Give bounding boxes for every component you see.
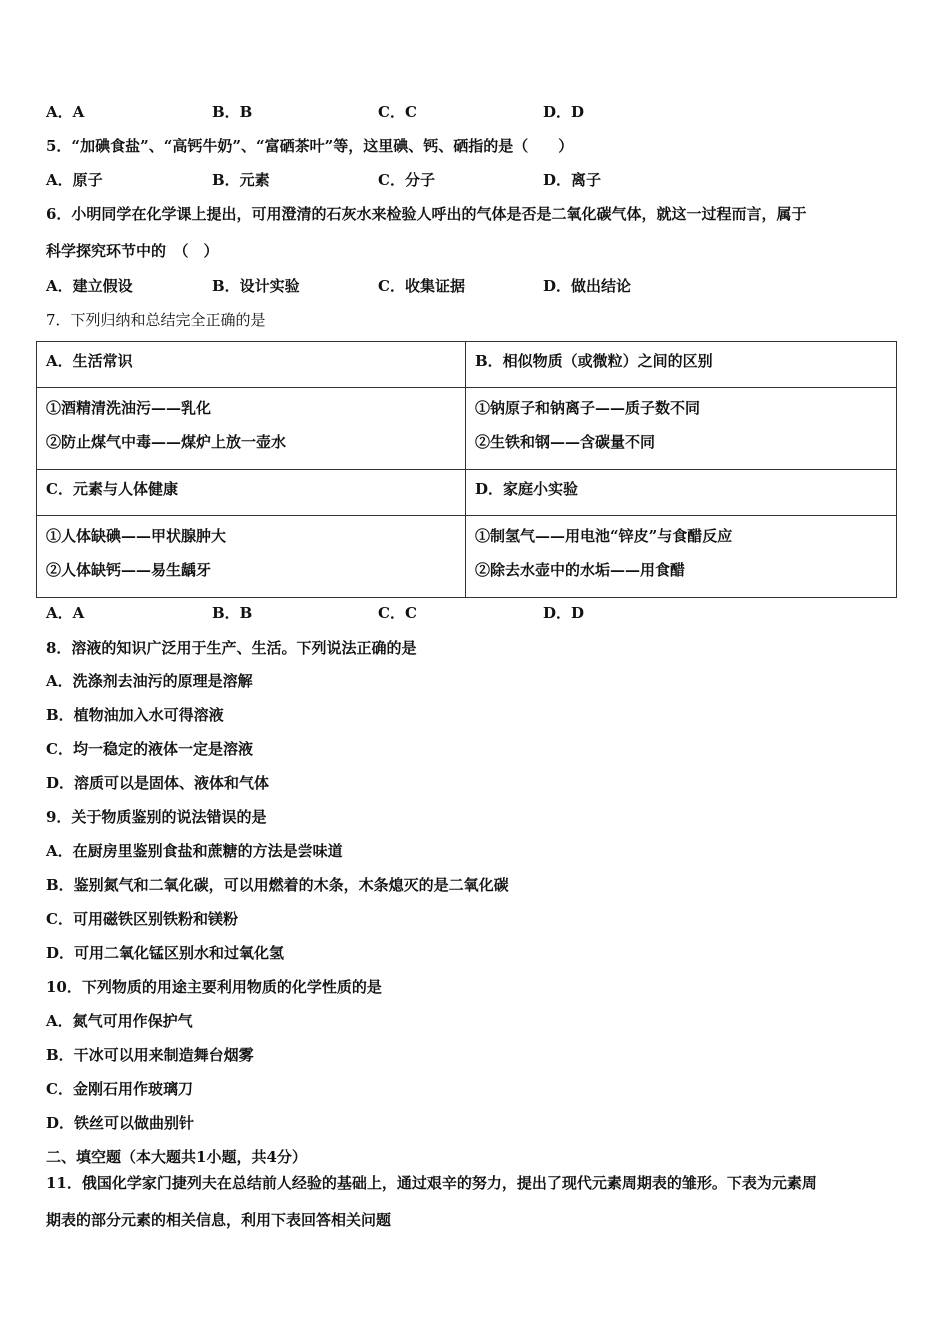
q7-option-a: A．A [46, 604, 85, 622]
q7-cell-d-head: D．家庭小实验 [466, 470, 897, 516]
q7-c-item-2: ②人体缺钙——易生龋牙 [46, 561, 212, 579]
q7-table [36, 341, 897, 598]
q8-option-d: D．溶质可以是固体、液体和气体 [46, 774, 270, 792]
q9-stem: 9．关于物质鉴别的说法错误的是 [46, 808, 267, 826]
q9-option-a: A．在厨房里鉴别食盐和蔗糖的方法是尝味道 [46, 842, 343, 860]
q4-option-a: A．A [46, 103, 85, 121]
q10-option-b: B．干冰可以用来制造舞台烟雾 [46, 1046, 254, 1064]
q6-option-d: D．做出结论 [543, 277, 632, 295]
q7-option-c: C．C [378, 604, 417, 622]
q9-option-b: B．鉴别氮气和二氧化碳，可以用燃着的木条，木条熄灭的是二氧化碳 [46, 876, 509, 894]
q7-a-item-2: ②防止煤气中毒——煤炉上放一壶水 [46, 433, 287, 451]
q7-option-d: D．D [543, 604, 585, 622]
q7-a-item-1: ①酒精清洗油污——乳化 [46, 399, 212, 417]
q10-option-d: D．铁丝可以做曲别针 [46, 1114, 195, 1132]
q7-option-b: B．B [212, 604, 253, 622]
q5-option-d: D．离子 [543, 171, 602, 189]
q7-cell-a-body [37, 388, 466, 470]
q10-stem: 10．下列物质的用途主要利用物质的化学性质的是 [46, 978, 382, 996]
q11-stem-line1: 11．俄国化学家门捷列夫在总结前人经验的基础上，通过艰辛的努力，提出了现代元素周期表的雏形。下表为元素周 [46, 1174, 817, 1192]
section-title: 二、填空题（本大题共1小题，共4分） [46, 1148, 307, 1166]
q5-option-a: A．原子 [46, 171, 103, 189]
q7-c-item-1: ①人体缺碘——甲状腺肿大 [46, 527, 227, 545]
q6-option-c: C．收集证据 [378, 277, 465, 295]
q4-option-b: B．B [212, 103, 253, 121]
q8-option-b: B．植物油加入水可得溶液 [46, 706, 224, 724]
q7-cell-c-body [37, 516, 466, 598]
q7-b-item-1: ①钠原子和钠离子——质子数不同 [475, 399, 701, 417]
q8-option-c: C．均一稳定的液体一定是溶液 [46, 740, 253, 758]
q5-option-c: C．分子 [378, 171, 435, 189]
q7-cell-b-head: B．相似物质（或微粒）之间的区别 [466, 342, 897, 388]
q4-option-c: C．C [378, 103, 417, 121]
q8-option-a: A．洗涤剂去油污的原理是溶解 [46, 672, 253, 690]
q8-stem: 8．溶液的知识广泛用于生产、生活。下列说法正确的是 [46, 639, 417, 657]
q11-stem-line2: 期表的部分元素的相关信息，利用下表回答相关问题 [46, 1211, 392, 1229]
q6-option-a: A．建立假设 [46, 277, 133, 295]
q7-d-item-1: ①制氢气——用电池“锌皮”与食醋反应 [475, 527, 733, 545]
q5-option-b: B．元素 [212, 171, 270, 189]
q9-option-d: D．可用二氧化锰区别水和过氧化氢 [46, 944, 285, 962]
q10-option-a: A．氮气可用作保护气 [46, 1012, 193, 1030]
q6-option-b: B．设计实验 [212, 277, 300, 295]
q6-stem-line2: 科学探究环节中的 （ ） [46, 242, 219, 260]
q7-cell-b-body [466, 388, 897, 470]
q9-option-c: C．可用磁铁区别铁粉和镁粉 [46, 910, 238, 928]
q10-option-c: C．金刚石用作玻璃刀 [46, 1080, 193, 1098]
q5-stem: 5．“加碘食盐”、“高钙牛奶”、“富硒茶叶”等，这里碘、钙、硒指的是（ ） [46, 137, 574, 155]
q4-option-d: D．D [543, 103, 585, 121]
q7-b-item-2: ②生铁和钢——含碳量不同 [475, 433, 656, 451]
q7-cell-d-body [466, 516, 897, 598]
q7-cell-c-head: C．元素与人体健康 [37, 470, 466, 516]
q7-d-item-2: ②除去水壶中的水垢——用食醋 [475, 561, 686, 579]
q7-stem: 7．下列归纳和总结完全正确的是 [46, 311, 266, 329]
q7-cell-a-head: A．生活常识 [37, 342, 466, 388]
q6-stem-line1: 6．小明同学在化学课上提出，可用澄清的石灰水来检验人呼出的气体是否是二氧化碳气体，就这一过程而言，属于 [46, 205, 807, 223]
